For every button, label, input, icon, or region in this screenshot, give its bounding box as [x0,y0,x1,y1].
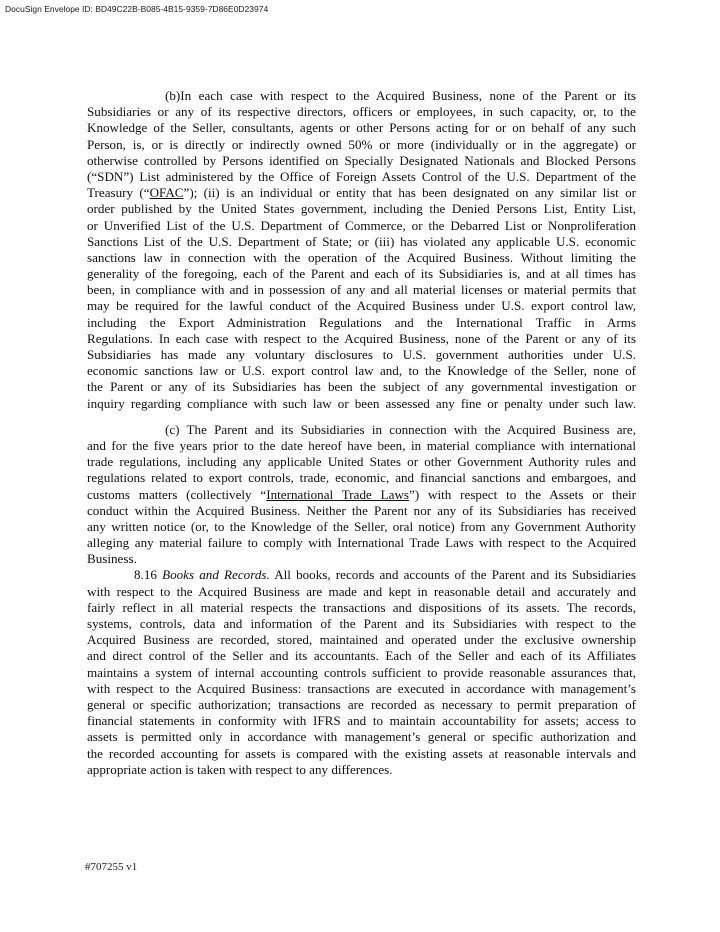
text-line: Person, is, or is directly or indirectly owned 50% or more (individually or in the aggregate) or [87,136,636,152]
text-line: otherwise controlled by Persons identified on Specially Designated Nationals and Blocked Persons [87,152,636,168]
text-line: fairly reflect in all material respects the transactions and dispositions of its assets. The records, [87,599,636,615]
section-heading-line [87,567,636,583]
text-line: Sanctions List of the U.S. Department of State; or (iii) has violated any applicable U.S. economic [87,233,636,249]
text-line: general or specific authorization; transactions are recorded as necessary to permit preparation of [87,696,636,712]
docusign-envelope-id: DocuSign Envelope ID: BD49C22B-B085-4B15-9359-7D86E0D23974 [5,4,269,14]
defined-term-international-trade-laws: International Trade Laws [266,486,410,502]
text-line: been, in compliance with and in possession of any and all material licenses or material permits that [87,282,636,298]
section-title: Books and Records. [162,567,270,583]
text-line: sanctions law in connection with the operation of the Acquired Business. Without limiting the [87,249,636,265]
text-line: including the Export Administration Regulations and the International Traffic in Arms [87,314,636,330]
text-line: maintains a system of internal accounting controls sufficient to provide reasonable assurances that, [87,664,636,680]
paragraph-c [87,422,636,568]
text-line: the recorded accounting for assets is compared with the existing assets at reasonable intervals and [87,745,636,761]
paragraph-spacer [87,412,636,422]
text-fragment: ”) with respect to the Assets or their [409,486,637,502]
text-fragment: ”); (ii) is an individual or entity that has been designated on any similar list or [183,185,636,201]
text-line: order published by the United States government, including the Denied Persons List, Entity List, [87,201,636,217]
text-line: (“SDN”) List administered by the Office of Foreign Assets Control of the U.S. Department of the [87,168,636,184]
text-line: (c) The Parent and its Subsidiaries in connection with the Acquired Business are, [165,421,636,437]
document-body [87,88,636,778]
text-line: alleging any material failure to comply with International Trade Laws with respect to the Acquired [87,535,636,551]
text-line: trade regulations, including any applicable United States or other Government Authority rules and [87,454,636,470]
text-line: may be required for the lawful conduct of the Acquired Business under U.S. export control law, [87,298,636,314]
text-line: systems, controls, data and information of the Parent and its Subsidiaries with respect to the [87,616,636,631]
text-line [87,487,636,503]
text-line: with respect to the Acquired Business are made and kept in reasonable detail and accurately and [87,583,636,599]
paragraph-b [87,88,636,412]
text-line: and direct control of the Seller and its accountants. Each of the Seller and each of its Affiliates [87,648,636,664]
text-fragment: customs matters (collectively “ [87,486,267,502]
text-line: Acquired Business are recorded, stored, maintained and operated under the exclusive ownership [87,632,636,648]
text-line: Subsidiaries has made any voluntary disclosures to U.S. government authorities under U.S. [87,347,636,362]
text-line: economic sanctions law or U.S. export control law and, to the Knowledge of the Seller, none of [87,363,636,379]
text-line: Regulations. In each case with respect to the Acquired Business, none of the Parent or any of its [87,330,636,346]
text-line: appropriate action is taken with respect to any differences. [87,761,393,777]
text-line: Subsidiaries or any of its respective directors, officers or employees, in such capacity, or, to the [87,104,636,120]
text-line: and for the five years prior to the date hereof have been, in material compliance with international [87,437,636,453]
text-line: the Parent or any of its Subsidiaries has been the subject of any governmental investigation or [87,379,636,395]
text-line: Business. [87,551,137,567]
text-line: (b)In each case with respect to the Acquired Business, none of the Parent or its [165,88,636,103]
text-line: with respect to the Acquired Business: transactions are executed in accordance with management’s [87,680,636,696]
text-line: Knowledge of the Seller, consultants, agents or other Persons acting for or on behalf of any such [87,120,636,136]
text-line: generality of the foregoing, each of the Parent and each of its Subsidiaries is, and at all times has [87,266,636,282]
text-line: conduct within the Acquired Business. Neither the Parent nor any of its Subsidiaries has received [87,502,636,518]
document-number-footer: #707255 v1 [85,861,138,873]
text-fragment: All books, records and accounts of the Parent and its Subsidiaries [269,567,636,583]
text-line: or Unverified List of the U.S. Department of Commerce, or the Debarred List or Nonproliferation [87,217,636,233]
section-8-16-books-and-records [87,567,636,777]
text-line: inquiry regarding compliance with such law or been assessed any fine or penalty under such law. [87,395,636,411]
text-line [87,185,636,201]
text-line: regulations related to export controls, trade, economic, and financial sanctions and embargoes, and [87,470,636,486]
text-line: financial statements in conformity with IFRS and to maintain accountability for assets; access to [87,713,636,729]
text-fragment: Treasury (“ [87,185,150,201]
defined-term-ofac: OFAC [149,185,184,201]
section-number: 8.16 [134,567,163,583]
text-line: any written notice (or, to the Knowledge of the Seller, oral notice) from any Government Authority [87,518,636,534]
text-line: assets is permitted only in accordance with management’s general or specific authorization and [87,729,636,745]
